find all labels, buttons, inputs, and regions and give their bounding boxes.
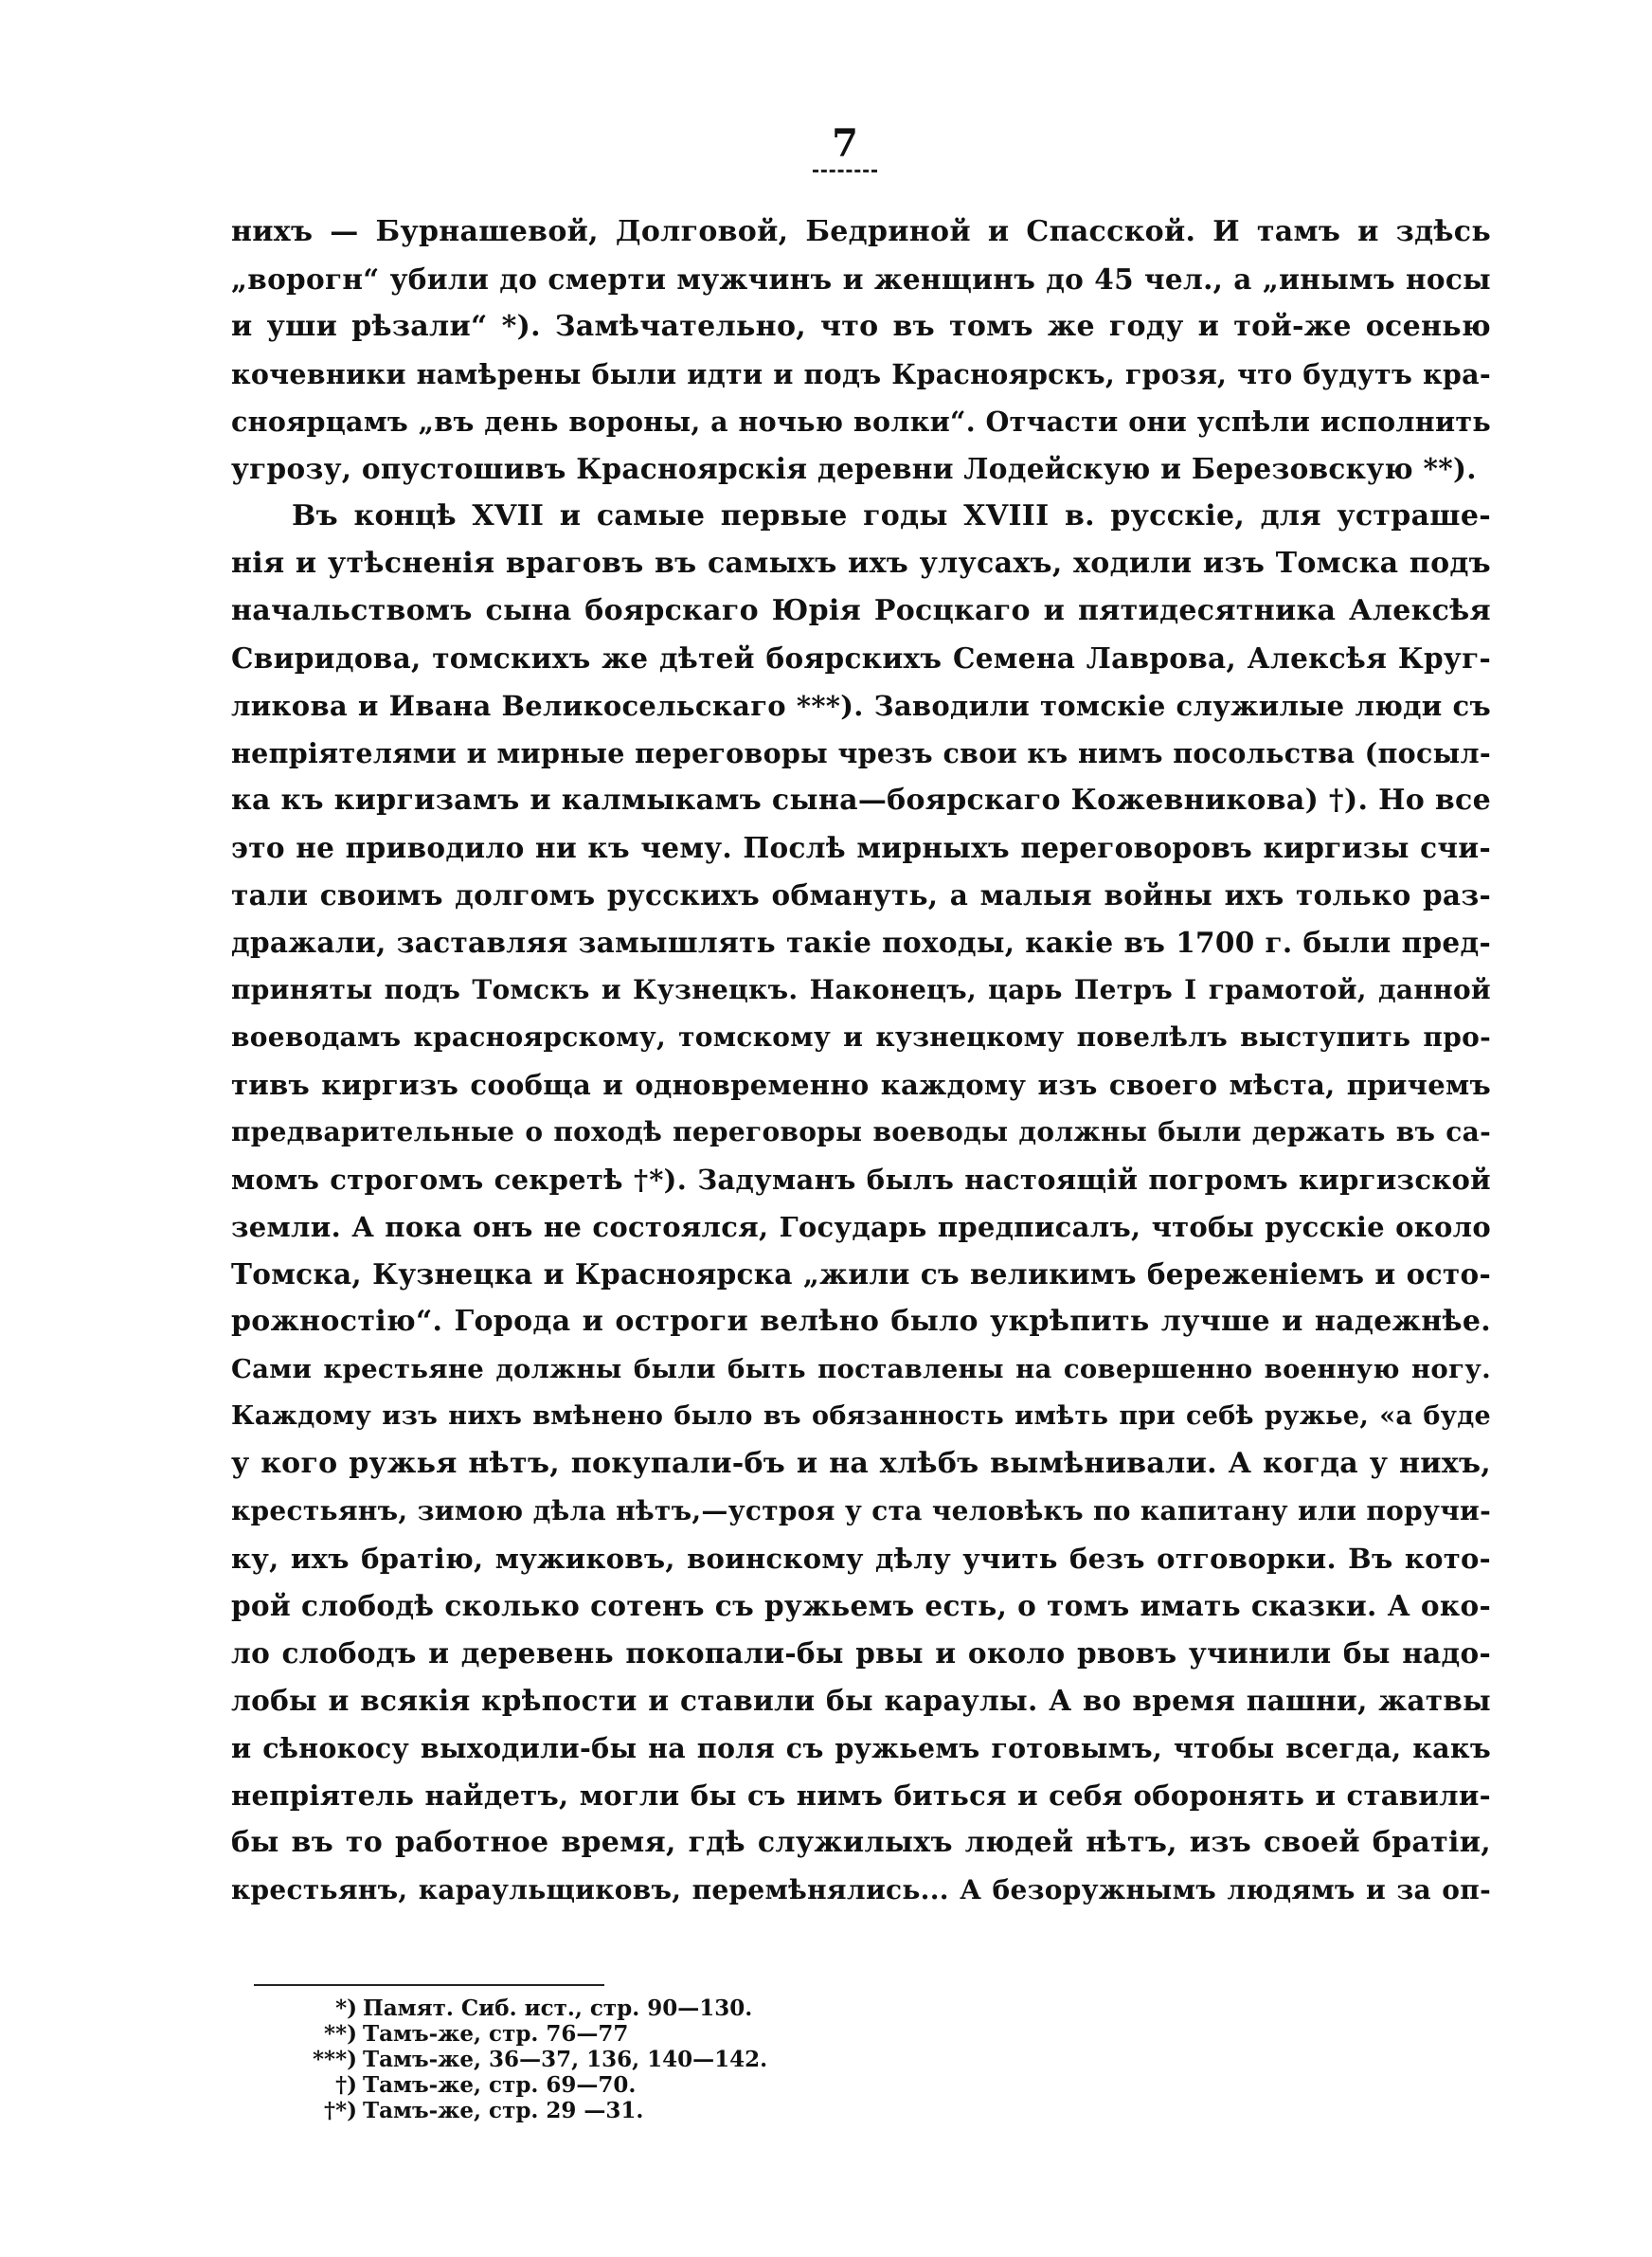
text-line: приняты подъ Томскъ и Кузнецкъ. Наконецъ, царь Петръ I грамотой, данной	[231, 974, 1491, 1005]
footnote	[308, 2098, 767, 2123]
text-line: нихъ — Бурнашевой, Долговой, Бедриной и Спасской. И тамъ и здѣсь	[231, 215, 1491, 248]
text-line: дражали, заставляя замышлять такіе походы, какіе въ 1700 г. были пред-	[231, 926, 1491, 959]
text-line: рой слободѣ сколько сотенъ съ ружьемъ есть, о томъ имать сказки. А око-	[231, 1589, 1491, 1622]
text-line: непріятелями и мирные переговоры чрезъ свои къ нимъ посольства (посыл-	[231, 737, 1491, 769]
text-line: непріятель найдетъ, могли бы съ нимъ биться и себя оборонять и ставили-	[231, 1779, 1491, 1812]
footnote-mark: *)	[335, 1995, 357, 2021]
text-line: ло слободъ и деревень покопали-бы рвы и около рвовъ учинили бы надо-	[231, 1636, 1491, 1670]
text-line: Каждому изъ нихъ вмѣнено было въ обязанность имѣть при себѣ ружье, «а буде	[231, 1401, 1491, 1431]
footnote-mark: †)	[335, 2072, 357, 2098]
text-line: это не приводило ни къ чему. Послѣ мирныхъ переговоровъ киргизы счи-	[231, 831, 1491, 864]
footnote-mark: **)	[324, 2021, 357, 2047]
footnote	[308, 1995, 767, 2021]
text-line: кочевники намѣрены были идти и подъ Красноярскъ, грозя, что будутъ кра-	[231, 358, 1491, 390]
footnote	[308, 2047, 767, 2072]
text-line: начальствомъ сына боярскаго Юрія Росцкаго и пятидесятника Алексѣя	[231, 594, 1491, 627]
text-line: земли. А пока онъ не состоялся, Государь предписалъ, чтобы русскіе около	[231, 1211, 1491, 1243]
text-line: у кого ружья нѣтъ, покупали-бъ и на хлѣбъ вымѣнивали. А когда у нихъ,	[231, 1447, 1491, 1480]
text-line: и сѣнокосу выходили-бы на поля съ ружьемъ готовымъ, чтобы всегда, какъ	[231, 1732, 1491, 1764]
footnote-text: Тамъ-же, 36—37, 136, 140—142.	[363, 2047, 768, 2072]
text-line: крестьянъ, зимою дѣла нѣтъ,—устроя у ста человѣкъ по капитану или поручи-	[231, 1495, 1491, 1526]
text-line: Томска, Кузнецка и Красноярска „жили съ великимъ береженіемъ и осто-	[231, 1257, 1491, 1291]
text-line: сноярцамъ „въ день вороны, а ночью волки“. Отчасти они успѣли исполнить	[231, 406, 1491, 438]
text-line: бы въ то работное время, гдѣ служилыхъ людей нѣтъ, изъ своей братіи,	[231, 1826, 1491, 1859]
body-text	[231, 208, 1491, 1914]
text-line: ликова и Ивана Великосельскаго ***). Заводили томскіе служилые люди съ	[231, 690, 1491, 722]
footnote-text: Тамъ-же, стр. 76—77	[363, 2021, 629, 2047]
page-number: 7	[813, 121, 877, 172]
footnote-mark: ***)	[313, 2047, 357, 2072]
page-header	[0, 121, 1652, 172]
text-line: Сами крестьяне должны были быть поставлены на совершенно военную ногу.	[231, 1354, 1491, 1384]
text-line: крестьянъ, караульщиковъ, перемѣнялись... А безоружнымъ людямъ и за оп-	[231, 1874, 1491, 1905]
text-line: Свиридова, томскихъ же дѣтей боярскихъ Семена Лаврова, Алексѣя Круг-	[231, 641, 1491, 675]
footnote-text: Тамъ-же, стр. 69—70.	[363, 2072, 637, 2098]
text-line: момъ строгомъ секретѣ †*). Задуманъ былъ настоящій погромъ киргизской	[231, 1164, 1491, 1196]
footnote-mark: †*)	[324, 2098, 357, 2123]
text-line: ка къ киргизамъ и калмыкамъ сына—боярскаго Кожевникова) †). Но все	[231, 784, 1491, 817]
text-line: тали своимъ долгомъ русскихъ обмануть, а малыя войны ихъ только раз-	[231, 878, 1491, 912]
footnote-divider	[254, 1984, 604, 1986]
text-line: ку, ихъ братію, мужиковъ, воинскому дѣлу учить безъ отговорки. Въ кото-	[231, 1543, 1491, 1575]
footnote-text: Тамъ-же, стр. 29 —31.	[363, 2098, 644, 2123]
footnote	[308, 2072, 767, 2098]
footnote-text: Памят. Сиб. ист., стр. 90—130.	[363, 1995, 753, 2021]
text-line: угрозу, опустошивъ Красноярскія деревни Лодейскую и Березовскую **).	[231, 452, 1477, 485]
paragraph-first-line: Въ концѣ XVII и самые первые годы XVIII в. русскіе, для устраше-	[292, 499, 1491, 533]
footnotes	[308, 1995, 767, 2123]
text-line: и уши рѣзали“ *). Замѣчательно, что въ томъ же году и той-же осенью	[231, 310, 1491, 343]
footnote	[308, 2021, 767, 2047]
text-line: воеводамъ красноярскому, томскому и кузнецкому повелѣлъ выступить про-	[231, 1021, 1491, 1053]
text-line: предварительные о походѣ переговоры воеводы должны были держать въ са-	[231, 1116, 1491, 1147]
text-line: нія и утѣсненія враговъ въ самыхъ ихъ улусахъ, ходили изъ Томска подъ	[231, 547, 1491, 580]
text-line: „ворогн“ убили до смерти мужчинъ и женщинъ до 45 чел., а „инымъ носы	[231, 262, 1491, 296]
text-line: тивъ киргизъ сообща и одновременно каждому изъ своего мѣста, причемъ	[231, 1069, 1491, 1101]
text-line: лобы и всякія крѣпости и ставили бы караулы. А во время пашни, жатвы	[231, 1684, 1491, 1717]
text-line: рожностію“. Города и остроги велѣно было укрѣпить лучше и надежнѣе.	[231, 1305, 1491, 1338]
